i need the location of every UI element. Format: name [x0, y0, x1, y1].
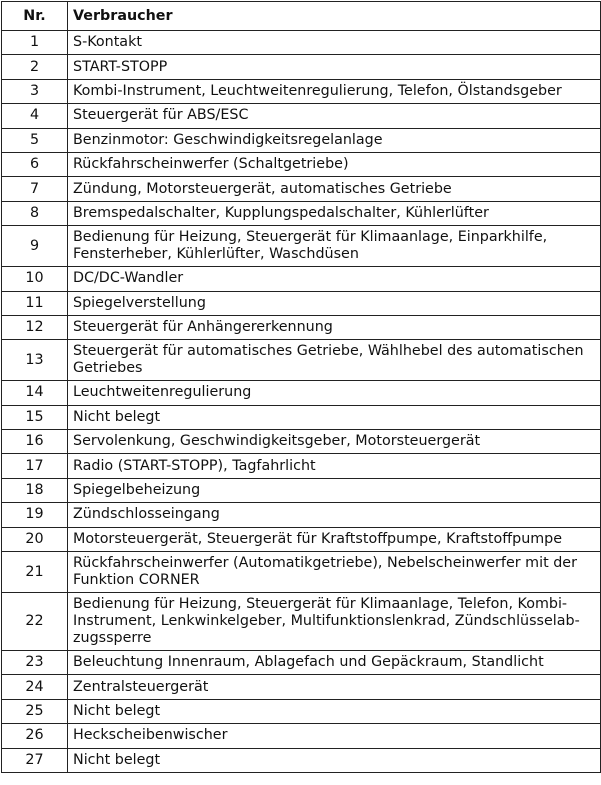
fuse-number: 20 [2, 527, 68, 551]
fuse-number: 4 [2, 104, 68, 128]
fuse-number: 19 [2, 503, 68, 527]
table-row [2, 699, 601, 723]
fuse-number: 1 [2, 31, 68, 55]
fuse-assignment-table [1, 1, 601, 773]
table-row [2, 315, 601, 339]
table-row [2, 267, 601, 291]
consumer-description: Nicht belegt [68, 748, 601, 772]
consumer-description: Heckscheibenwischer [68, 724, 601, 748]
fuse-number: 11 [2, 291, 68, 315]
consumer-description: Beleuchtung Innenraum, Ablagefach und Gepäckraum, Standlicht [68, 651, 601, 675]
fuse-number: 3 [2, 79, 68, 103]
table-row [2, 593, 601, 651]
fuse-number: 15 [2, 405, 68, 429]
consumer-description: Nicht belegt [68, 699, 601, 723]
table-row [2, 31, 601, 55]
fuse-number: 9 [2, 226, 68, 267]
consumer-description: Bedienung für Heizung, Steuergerät für Klimaanlage, Einparkhilfe, Fensterheber, Kühlerlüfter, Waschdüsen [68, 226, 601, 267]
fuse-number: 12 [2, 315, 68, 339]
consumer-description: Rückfahrscheinwerfer (Schaltgetriebe) [68, 152, 601, 176]
consumer-description: Bedienung für Heizung, Steuergerät für Klimaanlage, Telefon, Kombi-Instrument, Lenkwinkelgeber, Multifunktionslenkrad, Zündschlüsselabzugssperre [68, 593, 601, 651]
fuse-number: 2 [2, 55, 68, 79]
table-row [2, 405, 601, 429]
consumer-description: Steuergerät für automatisches Getriebe, Wählhebel des automatischen Getriebes [68, 340, 601, 381]
table-row [2, 430, 601, 454]
table-row [2, 340, 601, 381]
column-header-verbraucher: Verbraucher [68, 2, 601, 31]
table-row [2, 291, 601, 315]
table-row [2, 478, 601, 502]
fuse-number: 13 [2, 340, 68, 381]
table-row [2, 651, 601, 675]
table-row [2, 748, 601, 772]
fuse-number: 26 [2, 724, 68, 748]
fuse-number: 7 [2, 177, 68, 201]
fuse-number: 22 [2, 593, 68, 651]
fuse-number: 14 [2, 381, 68, 405]
fuse-number: 23 [2, 651, 68, 675]
fuse-number: 18 [2, 478, 68, 502]
consumer-description: Zündschlosseingang [68, 503, 601, 527]
consumer-description: Benzinmotor: Geschwindigkeitsregelanlage [68, 128, 601, 152]
fuse-number: 16 [2, 430, 68, 454]
fuse-number: 17 [2, 454, 68, 478]
table-row [2, 104, 601, 128]
table-row [2, 527, 601, 551]
table-row [2, 226, 601, 267]
consumer-description: Motorsteuergerät, Steuergerät für Kraftstoffpumpe, Kraftstoffpumpe [68, 527, 601, 551]
consumer-description: Zündung, Motorsteuergerät, automatisches Getriebe [68, 177, 601, 201]
consumer-description: Spiegelbeheizung [68, 478, 601, 502]
table-row [2, 79, 601, 103]
consumer-description: Spiegelverstellung [68, 291, 601, 315]
consumer-description: Bremspedalschalter, Kupplungspedalschalter, Kühlerlüfter [68, 201, 601, 225]
fuse-number: 27 [2, 748, 68, 772]
table-body [2, 31, 601, 773]
consumer-description: Steuergerät für Anhängererkennung [68, 315, 601, 339]
fuse-number: 8 [2, 201, 68, 225]
consumer-description: S-Kontakt [68, 31, 601, 55]
consumer-description: Zentralsteuergerät [68, 675, 601, 699]
table-row [2, 55, 601, 79]
fuse-number: 24 [2, 675, 68, 699]
fuse-number: 10 [2, 267, 68, 291]
consumer-description: Kombi-Instrument, Leuchtweitenregulierung, Telefon, Ölstandsgeber [68, 79, 601, 103]
table-row [2, 201, 601, 225]
table-row [2, 675, 601, 699]
consumer-description: DC/DC-Wandler [68, 267, 601, 291]
table-row [2, 177, 601, 201]
consumer-description: START-STOPP [68, 55, 601, 79]
table-row [2, 128, 601, 152]
fuse-number: 5 [2, 128, 68, 152]
fuse-number: 25 [2, 699, 68, 723]
table-header-row [2, 2, 601, 31]
fuse-number: 6 [2, 152, 68, 176]
table-row [2, 152, 601, 176]
table-row [2, 381, 601, 405]
consumer-description: Radio (START-STOPP), Tagfahrlicht [68, 454, 601, 478]
column-header-nr: Nr. [2, 2, 68, 31]
table-row [2, 552, 601, 593]
table-row [2, 503, 601, 527]
consumer-description: Nicht belegt [68, 405, 601, 429]
consumer-description: Steuergerät für ABS/ESC [68, 104, 601, 128]
consumer-description: Rückfahrscheinwerfer (Automatikgetriebe), Nebelscheinwerfer mit der Funktion CORNER [68, 552, 601, 593]
table-row [2, 454, 601, 478]
consumer-description: Servolenkung, Geschwindigkeitsgeber, Motorsteuergerät [68, 430, 601, 454]
consumer-description: Leuchtweitenregulierung [68, 381, 601, 405]
table-row [2, 724, 601, 748]
fuse-number: 21 [2, 552, 68, 593]
